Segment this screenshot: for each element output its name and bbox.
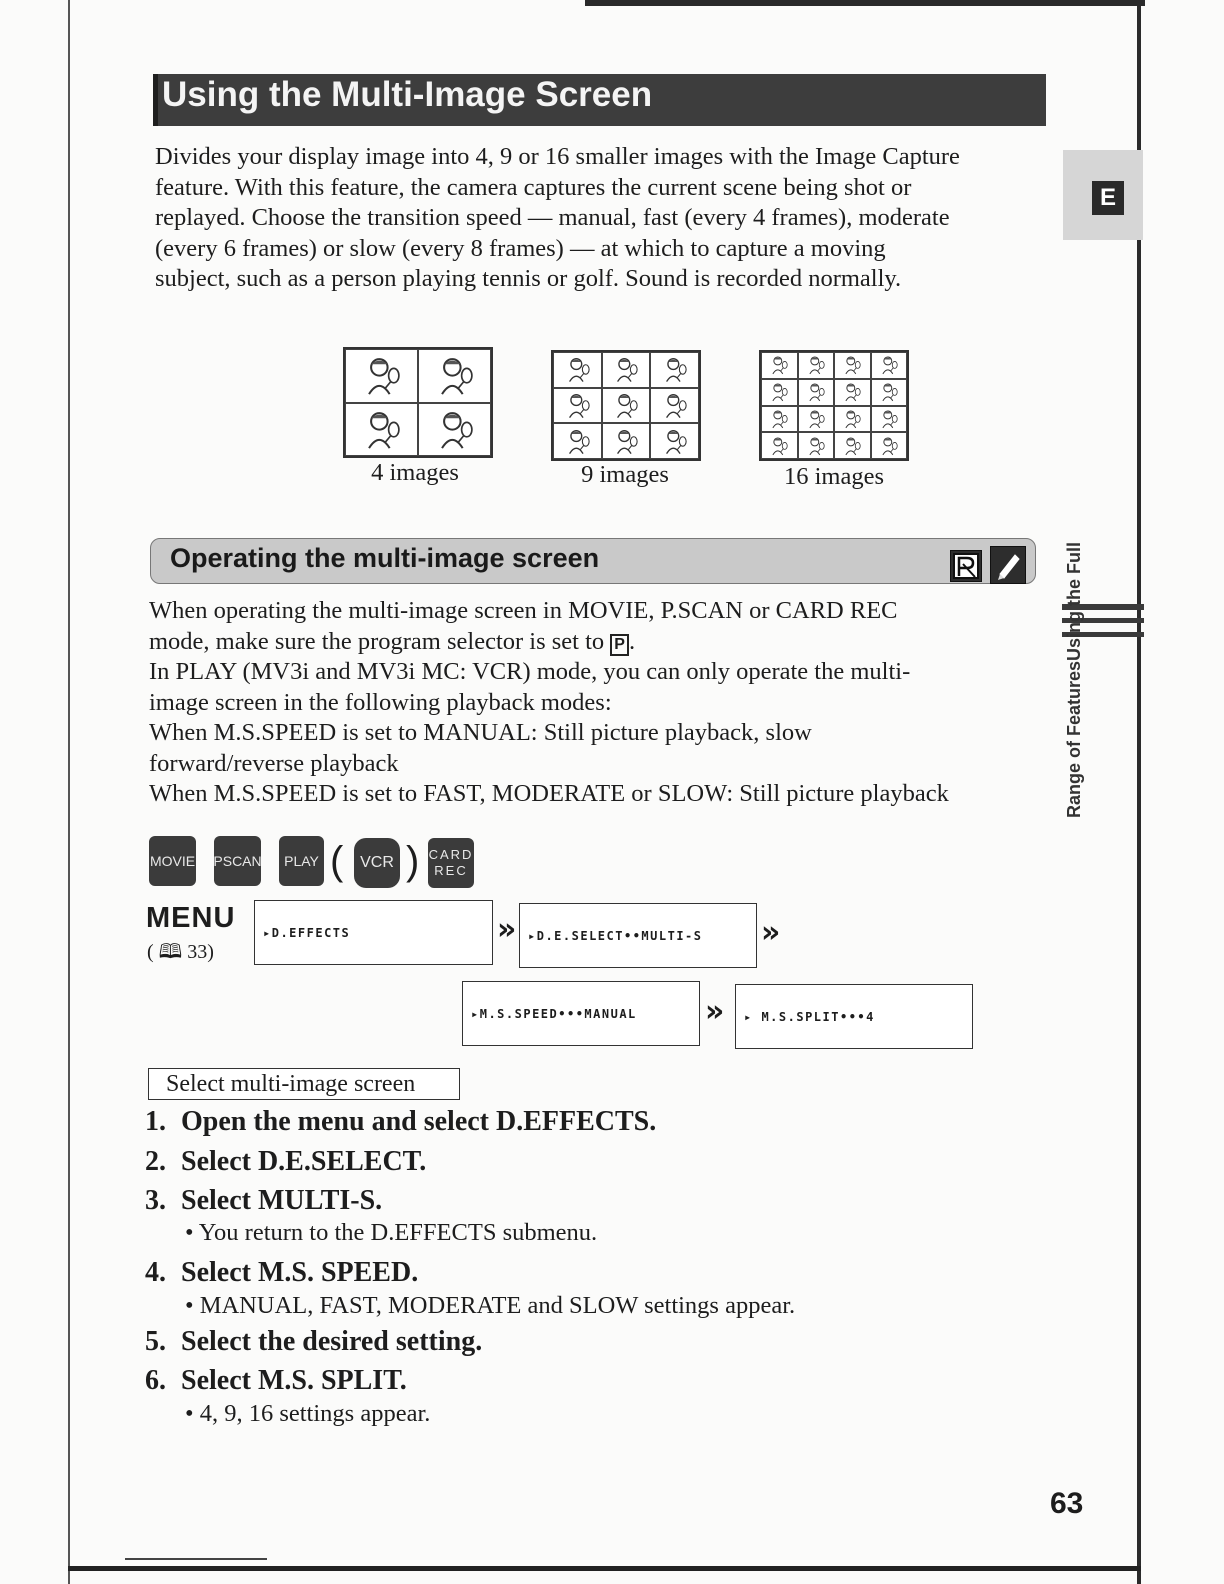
bottom-short-rule xyxy=(125,1558,267,1560)
thumbnail-cell xyxy=(650,388,699,424)
thumbnail-cell xyxy=(798,379,835,406)
program-p-icon xyxy=(950,550,982,582)
thumbnail-4-images xyxy=(343,347,493,458)
thumbnail-16-images xyxy=(759,350,909,461)
mode-movie-button: MOVIE xyxy=(149,836,196,886)
thumbnail-cell xyxy=(602,423,651,459)
thumbnail-cell xyxy=(418,403,491,457)
thumbnail-cell xyxy=(871,352,908,379)
select-multi-image-label: Select multi-image screen xyxy=(148,1068,460,1100)
thumbnail-cell xyxy=(871,432,908,459)
paren-close: ) xyxy=(406,839,420,883)
thumbnail-cell xyxy=(761,352,798,379)
operating-line: When M.S.SPEED is set to MANUAL: Still picture playback, slow xyxy=(149,719,812,746)
thumbnail-cell xyxy=(602,388,651,424)
pencil-icon xyxy=(990,546,1026,584)
thumbnail-cell xyxy=(602,352,651,388)
thumbnail-cell xyxy=(798,406,835,433)
step-4 xyxy=(145,1257,418,1289)
step-6-note: • 4, 9, 16 settings appear. xyxy=(185,1400,431,1427)
thumbnail-cell xyxy=(834,379,871,406)
thumbnail-cell xyxy=(834,352,871,379)
step-number: 3. xyxy=(145,1185,166,1216)
mode-vcr-button: VCR xyxy=(354,838,400,888)
thumbnail-cell xyxy=(761,432,798,459)
section-tab-e: E xyxy=(1092,181,1124,215)
thumbnail-cell xyxy=(345,349,418,403)
menu-box-ms-split: ▸ M.S.SPLIT•••4 xyxy=(735,984,973,1049)
operating-line: In PLAY (MV3i and MV3i MC: VCR) mode, you can only operate the multi- xyxy=(149,658,911,685)
intro-line: subject, such as a person playing tennis or golf. Sound is recorded normally. xyxy=(155,265,902,292)
step-number: 2. xyxy=(145,1146,166,1177)
thumbnail-caption: 9 images xyxy=(581,461,669,488)
section-heading: Operating the multi-image screen xyxy=(170,543,600,573)
thumbnail-cell xyxy=(871,406,908,433)
thumbnail-cell xyxy=(871,379,908,406)
thumbnail-cell xyxy=(553,388,602,424)
thumbnail-cell xyxy=(761,406,798,433)
bottom-rule xyxy=(68,1566,1141,1571)
thumbnail-cell xyxy=(650,352,699,388)
intro-paragraph xyxy=(155,142,1055,295)
operating-line: forward/reverse playback xyxy=(149,749,399,777)
page-title: Using the Multi-Image Screen xyxy=(162,75,653,114)
operating-line-text: mode, make sure the program selector is set to xyxy=(149,627,605,655)
mode-pscan-button: PSCAN xyxy=(214,836,261,886)
step-text: Select MULTI-S. xyxy=(181,1185,383,1216)
operating-line: When operating the multi-image screen in MOVIE, P.SCAN or CARD REC xyxy=(149,597,898,624)
menu-box-d-effects: ▸D.EFFECTS xyxy=(254,900,493,965)
intro-line: Divides your display image into 4, 9 or 16 smaller images with the Image Capture xyxy=(155,143,960,170)
step-4-note: • MANUAL, FAST, MODERATE and SLOW settings appear. xyxy=(185,1292,796,1319)
thumbnail-cell xyxy=(798,352,835,379)
operating-line: When M.S.SPEED is set to FAST, MODERATE or SLOW: Still picture playback xyxy=(149,780,949,807)
step-number: 5. xyxy=(145,1326,166,1357)
intro-line: replayed. Choose the transition speed — manual, fast (every 4 frames), moderate xyxy=(155,204,950,231)
operating-line: image screen in the following playback modes: xyxy=(149,688,612,716)
intro-line: (every 6 frames) or slow (every 8 frames) — at which to capture a moving xyxy=(155,234,886,262)
operating-instructions xyxy=(149,596,1049,810)
thumbnail-cell xyxy=(650,423,699,459)
step-text: Select D.E.SELECT. xyxy=(181,1146,427,1177)
menu-arrow: » xyxy=(497,912,517,947)
thumbnail-cell xyxy=(553,423,602,459)
step-text: Select M.S. SPLIT. xyxy=(181,1365,407,1396)
thumbnail-cell xyxy=(553,352,602,388)
step-3-note: • You return to the D.EFFECTS submenu. xyxy=(185,1219,598,1246)
thumbnail-cell xyxy=(834,432,871,459)
step-2 xyxy=(145,1146,426,1178)
left-margin-rule xyxy=(68,0,70,1584)
step-text: Open the menu and select D.EFFECTS. xyxy=(181,1106,657,1137)
paren-open: ( xyxy=(330,839,344,883)
page-number: 63 xyxy=(1050,1487,1084,1520)
menu-page-reference: ( 🕮 33) xyxy=(147,941,214,963)
step-5 xyxy=(145,1326,482,1358)
step-1 xyxy=(145,1106,656,1138)
thumbnail-9-images xyxy=(551,350,701,461)
menu-arrow: » xyxy=(705,994,725,1029)
top-rule xyxy=(585,0,1145,6)
menu-label: MENU xyxy=(146,902,236,934)
side-label-line: Range of Features xyxy=(1064,660,1084,818)
operating-line-with-symbol: mode, make sure the program selector is set to P . xyxy=(149,627,636,655)
step-number: 6. xyxy=(145,1365,166,1396)
thumbnail-cell xyxy=(418,349,491,403)
step-text: Select the desired setting. xyxy=(181,1326,483,1357)
mode-card-rec-button: CARD REC xyxy=(428,838,474,888)
menu-box-ms-speed: ▸M.S.SPEED•••MANUAL xyxy=(462,981,700,1046)
thumbnail-cell xyxy=(798,432,835,459)
mode-play-button: PLAY xyxy=(279,836,324,886)
step-number: 4. xyxy=(145,1257,166,1288)
step-text: Select M.S. SPEED. xyxy=(181,1257,419,1288)
thumbnail-caption: 4 images xyxy=(371,459,459,486)
intro-line: feature. With this feature, the camera captures the current scene being shot or xyxy=(155,173,912,201)
step-3 xyxy=(145,1185,382,1217)
step-number: 1. xyxy=(145,1106,166,1137)
thumbnail-cell xyxy=(761,379,798,406)
menu-box-de-select: ▸D.E.SELECT••MULTI-S xyxy=(519,903,757,968)
menu-arrow: » xyxy=(761,915,781,950)
step-6 xyxy=(145,1365,407,1397)
side-section-label xyxy=(1064,541,1106,818)
thumbnail-cell xyxy=(345,403,418,457)
thumbnail-caption: 16 images xyxy=(783,463,885,490)
program-symbol-icon: P xyxy=(610,634,629,656)
side-label-line: Using the Full xyxy=(1064,541,1084,661)
thumbnail-cell xyxy=(834,406,871,433)
